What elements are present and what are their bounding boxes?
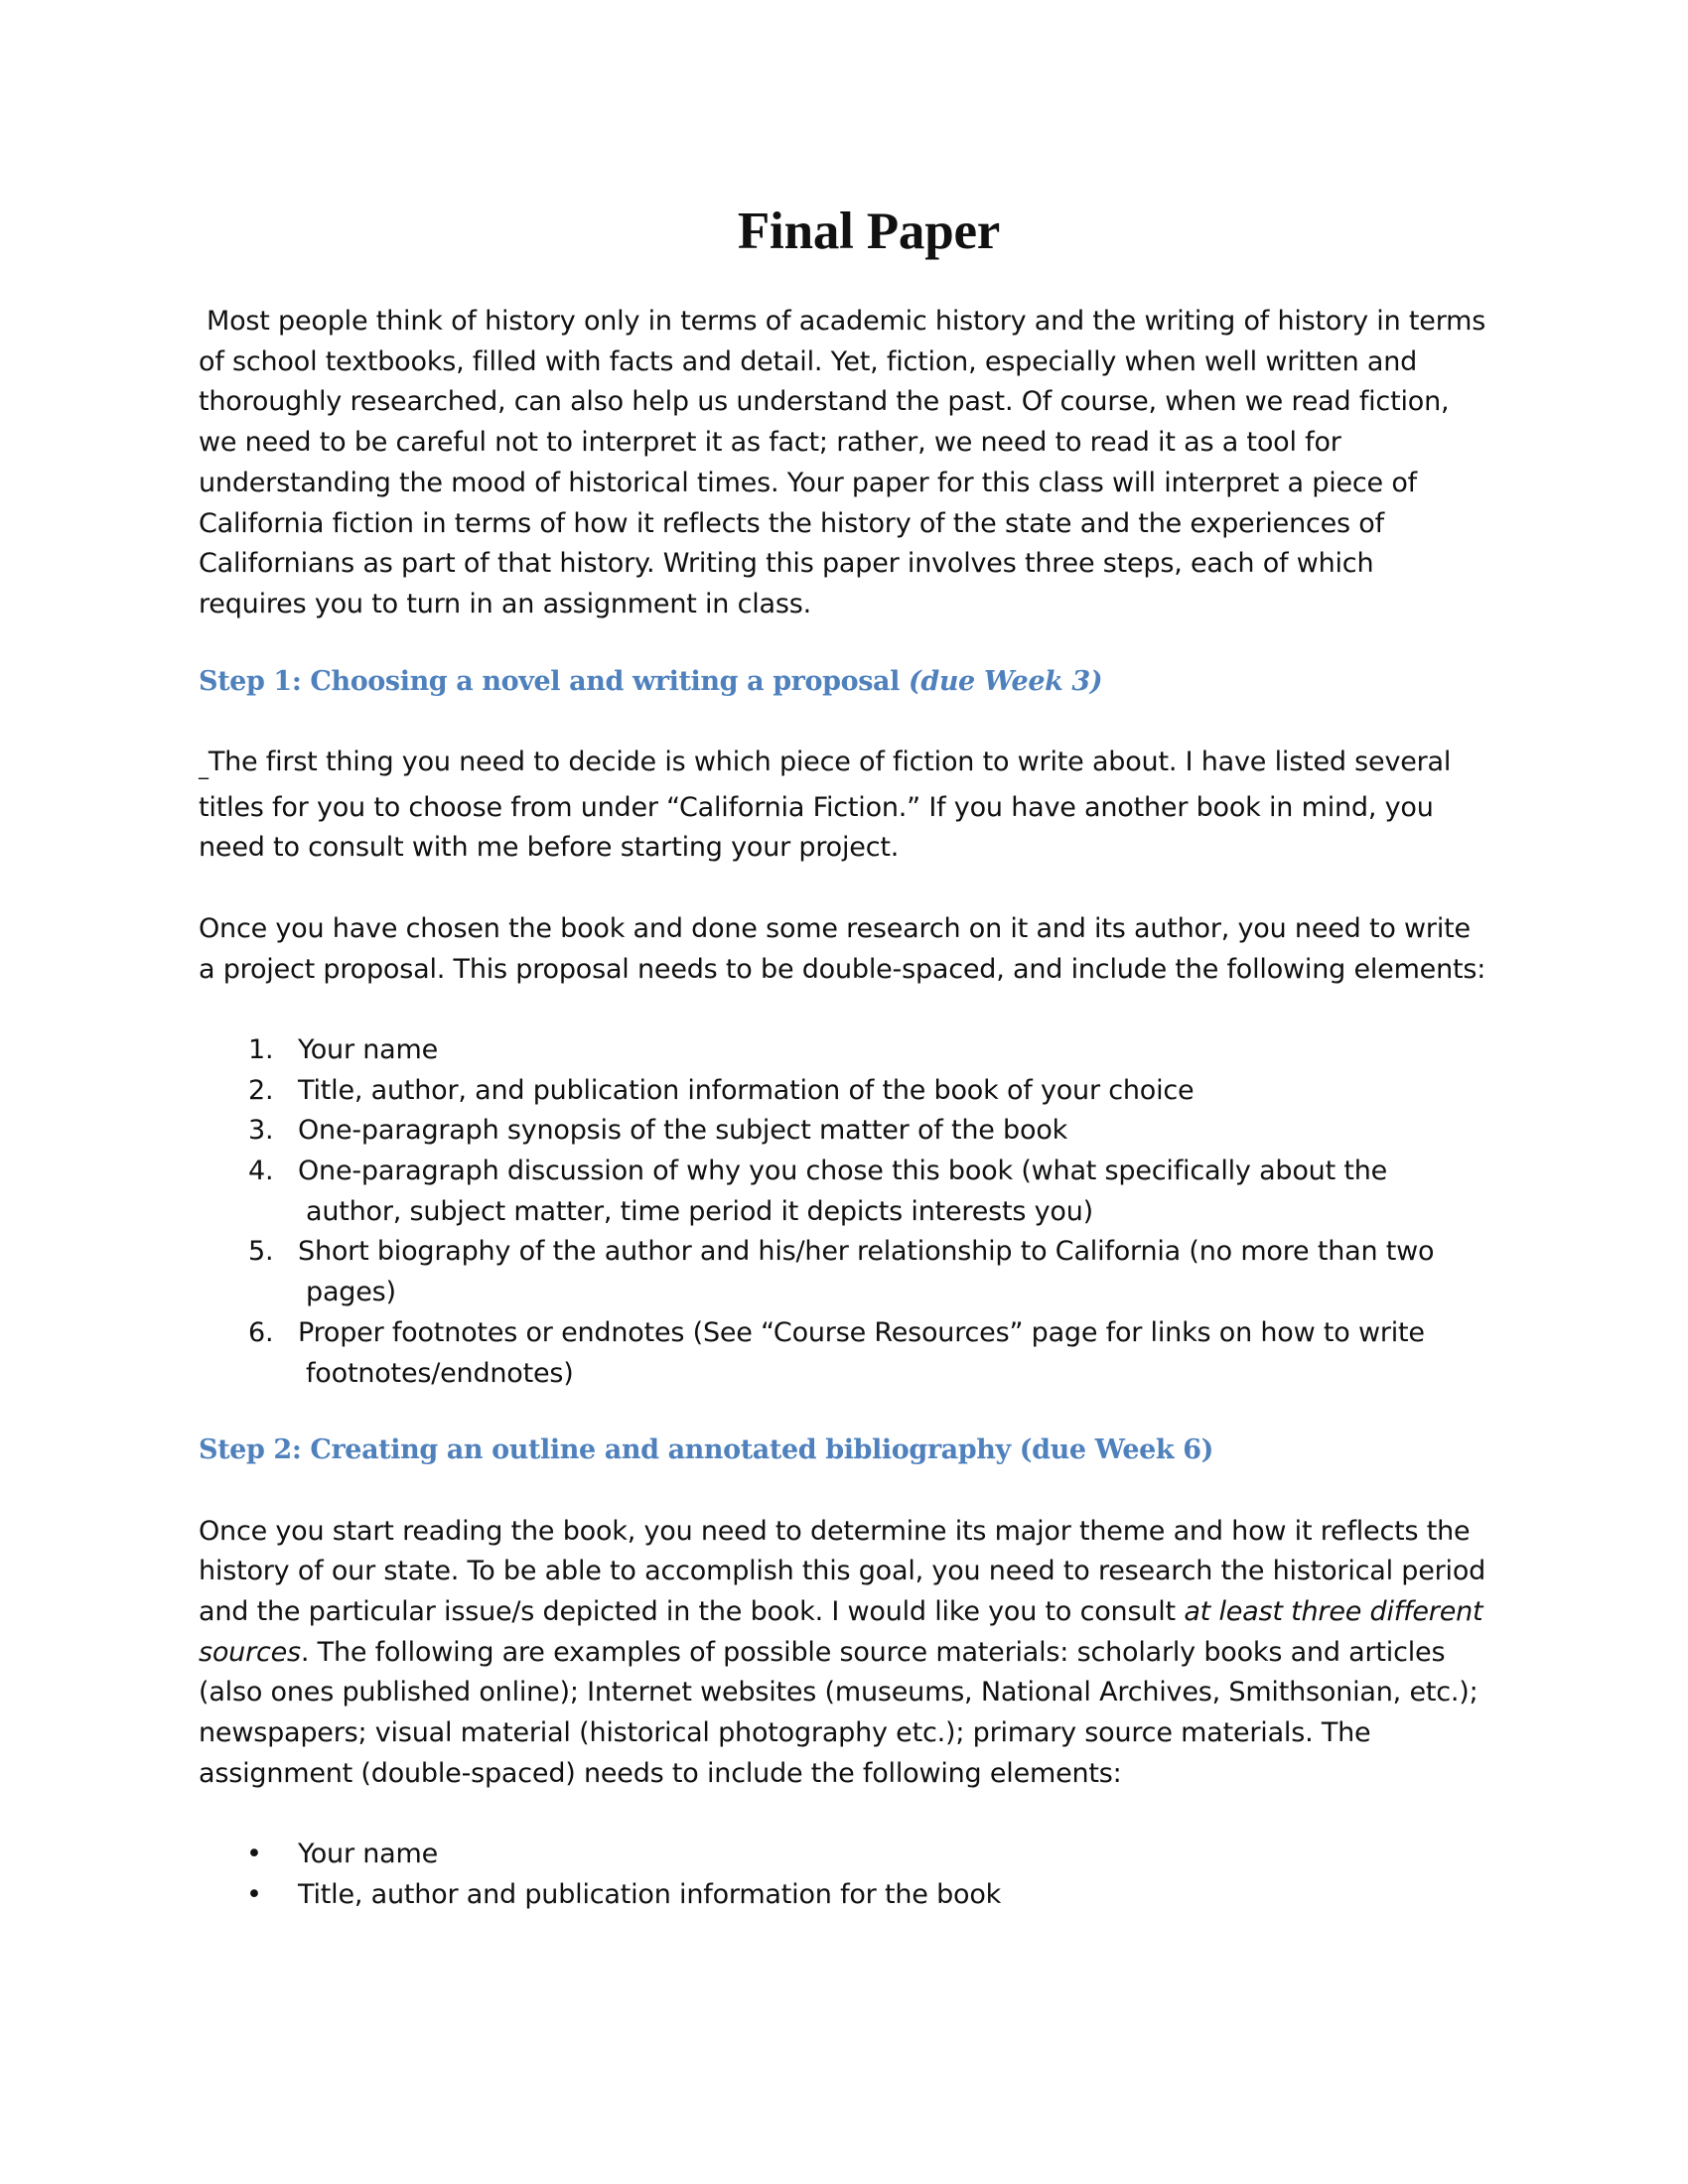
bullet-icon: • [246,1878,262,1910]
step-2-paragraph-emphasis: at least three different sources [199,1596,1483,1668]
bullet-icon: • [246,1839,262,1870]
step-1-heading-text: Step 1: Choosing a novel and writing a proposal [199,665,909,697]
list-item [199,1232,1489,1312]
list-number: 1. [248,1033,274,1065]
list-item-continuation: author, subject matter, time period it depicts interests you) [306,1195,1093,1227]
step-1-paragraph-1 [199,743,1489,869]
bibliography-elements-list [199,1835,1489,1915]
list-item-text: Your name [298,1033,438,1065]
list-item [199,1313,1489,1394]
list-item-text: One-paragraph synopsis of the subject matter of the book [298,1115,1068,1147]
list-item-text: One-paragraph discussion of why you chose this book (what specifically about the [298,1156,1388,1187]
step-2-paragraph-text-b: . The following are examples of possible source materials: scholarly books and articles (also ones published online); Internet websites (museums, National Archives, Smithsonian, etc.); newspapers; visual material (historical photography etc.); primary source materials. The assignment (double-spaced) needs to include the following elements: [199,1636,1478,1789]
step-1-paragraph-1-text: The first thing you need to decide is which piece of fiction to write about. I have listed several titles for you to choose from under “California Fiction.” If you have another book in mind, you need to consult with me before starting your project. [199,747,1452,864]
underscore-mark: _ [199,755,209,780]
list-number: 6. [248,1316,274,1348]
step-2-paragraph [199,1512,1489,1795]
step-1-due: (due Week 3) [908,665,1103,697]
intro-paragraph: Most people think of history only in terms of academic history and the writing of history in terms of school textbooks, filled with facts and detail. Yet, fiction, especially when well written and thoroughly researched, can also help us understand the past. Of course, when we read fiction, we need to be careful not to interpret it as fact; rather, we need to read it as a tool for understanding the mood of historical times. Your paper for this class will interpret a piece of California fiction in terms of how it reflects the history of the state and the experiences of Californians as part of that history. Writing this paper involves three steps, each of which requires you to turn in an assignment in class. [199,306,1486,619]
list-item-text: Your name [298,1839,438,1870]
list-item [199,1111,1489,1152]
list-item [199,1875,1489,1916]
list-number: 2. [248,1074,274,1106]
page-title: Final Paper [737,203,1001,260]
list-item-text: Short biography of the author and his/her relationship to California (no more than two [298,1236,1435,1268]
list-number: 5. [248,1236,274,1268]
list-item [199,1835,1489,1875]
list-item [199,1152,1489,1232]
list-item-continuation: footnotes/endnotes) [306,1357,574,1389]
step-2-heading: Step 2: Creating an outline and annotated bibliography (due Week 6) [199,1434,1213,1466]
step-2-paragraph-text-a: Once you start reading the book, you need to determine its major theme and how it reflects the history of our state. To be able to accomplish this goal, you need to research the historical period and the particular issue/s depicted in the book. I would like you to consult [199,1515,1486,1628]
proposal-elements-list [199,1030,1489,1394]
list-item-text: Proper footnotes or endnotes (See “Course Resources” page for links on how to write [298,1316,1425,1348]
step-1-paragraph-2: Once you have chosen the book and done some research on it and its author, you need to write a project proposal. This proposal needs to be double-spaced, and include the following elements: [199,912,1486,985]
list-item-continuation: pages) [306,1277,396,1308]
step-1-heading [199,662,1489,703]
list-item [199,1071,1489,1112]
list-item [199,1030,1489,1071]
list-number: 4. [248,1156,274,1187]
list-number: 3. [248,1115,274,1147]
document-content [199,199,1489,1916]
list-item-text: Title, author and publication information for the book [298,1878,1002,1910]
list-item-text: Title, author, and publication information of the book of your choice [298,1074,1195,1106]
